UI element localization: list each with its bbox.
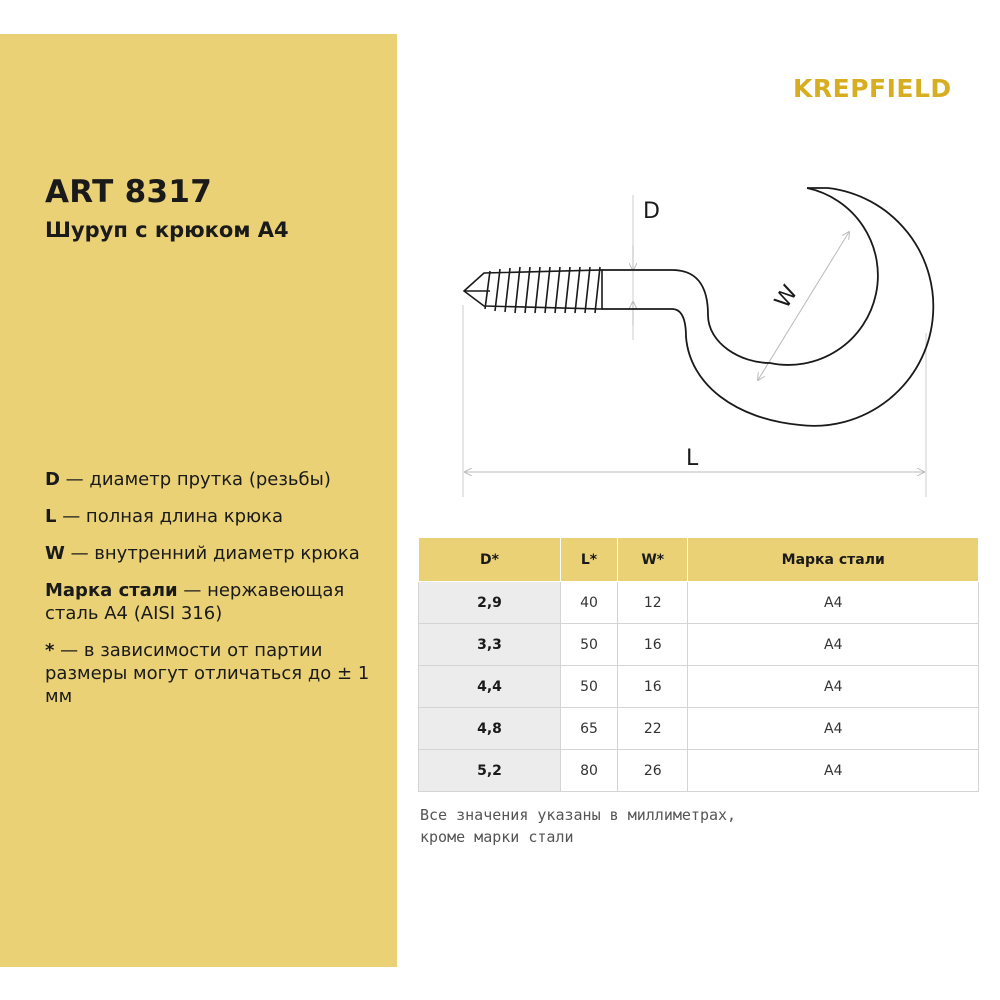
cell-d: 4,4 xyxy=(419,666,561,708)
legend-term: W xyxy=(45,543,65,564)
dimension-w xyxy=(758,232,849,380)
legend-item-note xyxy=(45,639,385,708)
cell-d: 3,3 xyxy=(419,624,561,666)
table-row xyxy=(419,666,979,708)
footnote-line: кроме марки стали xyxy=(420,828,574,846)
header-d: D* xyxy=(419,538,561,582)
cell-l: 80 xyxy=(561,750,618,792)
page-title: ART 8317 xyxy=(45,174,213,210)
cell-d: 2,9 xyxy=(419,582,561,624)
header-l: L* xyxy=(561,538,618,582)
cell-steel: А4 xyxy=(688,750,979,792)
legend-item-l xyxy=(45,505,385,528)
cell-steel: А4 xyxy=(688,666,979,708)
legend-term: D xyxy=(45,469,60,490)
table-row xyxy=(419,624,979,666)
legend xyxy=(45,468,385,722)
footnote xyxy=(420,804,736,848)
header-w: W* xyxy=(617,538,688,582)
legend-term: L xyxy=(45,506,57,527)
header-steel: Марка стали xyxy=(688,538,979,582)
legend-item-w xyxy=(45,542,385,565)
legend-term: * xyxy=(45,640,55,661)
cell-w: 22 xyxy=(617,708,688,750)
legend-text: — внутренний диаметр крюка xyxy=(64,543,360,564)
dimension-label-d: D xyxy=(643,199,660,224)
table-row xyxy=(419,582,979,624)
legend-text: — нержавеющая сталь А4 (AISI 316) xyxy=(45,580,345,624)
cell-w: 16 xyxy=(617,666,688,708)
footnote-line: Все значения указаны в миллиметрах, xyxy=(420,806,737,824)
dimension-label-w: W xyxy=(770,281,804,314)
cell-d: 5,2 xyxy=(419,750,561,792)
legend-term: Марка стали xyxy=(45,580,178,601)
legend-text: — в зависимости от партии размеры могут отличаться до ± 1 мм xyxy=(45,640,370,707)
page-subtitle: Шуруп с крюком А4 xyxy=(45,218,289,242)
cell-w: 26 xyxy=(617,750,688,792)
screw-thread xyxy=(464,267,602,313)
legend-item-steel xyxy=(45,579,385,625)
legend-item-d xyxy=(45,468,385,491)
table-header-row xyxy=(419,538,979,582)
brand-logo: KREPFIELD xyxy=(793,74,952,103)
hook-diagram xyxy=(440,175,960,505)
cell-l: 50 xyxy=(561,624,618,666)
dimension-label-l: L xyxy=(686,446,699,471)
cell-w: 16 xyxy=(617,624,688,666)
cell-l: 50 xyxy=(561,666,618,708)
cell-l: 65 xyxy=(561,708,618,750)
legend-text: — диаметр прутка (резьбы) xyxy=(59,469,331,490)
spec-table xyxy=(418,537,979,792)
legend-text: — полная длина крюка xyxy=(56,506,284,527)
cell-w: 12 xyxy=(617,582,688,624)
table-row xyxy=(419,750,979,792)
cell-steel: А4 xyxy=(688,624,979,666)
cell-steel: А4 xyxy=(688,708,979,750)
cell-d: 4,8 xyxy=(419,708,561,750)
cell-steel: А4 xyxy=(688,582,979,624)
table-row xyxy=(419,708,979,750)
cell-l: 40 xyxy=(561,582,618,624)
